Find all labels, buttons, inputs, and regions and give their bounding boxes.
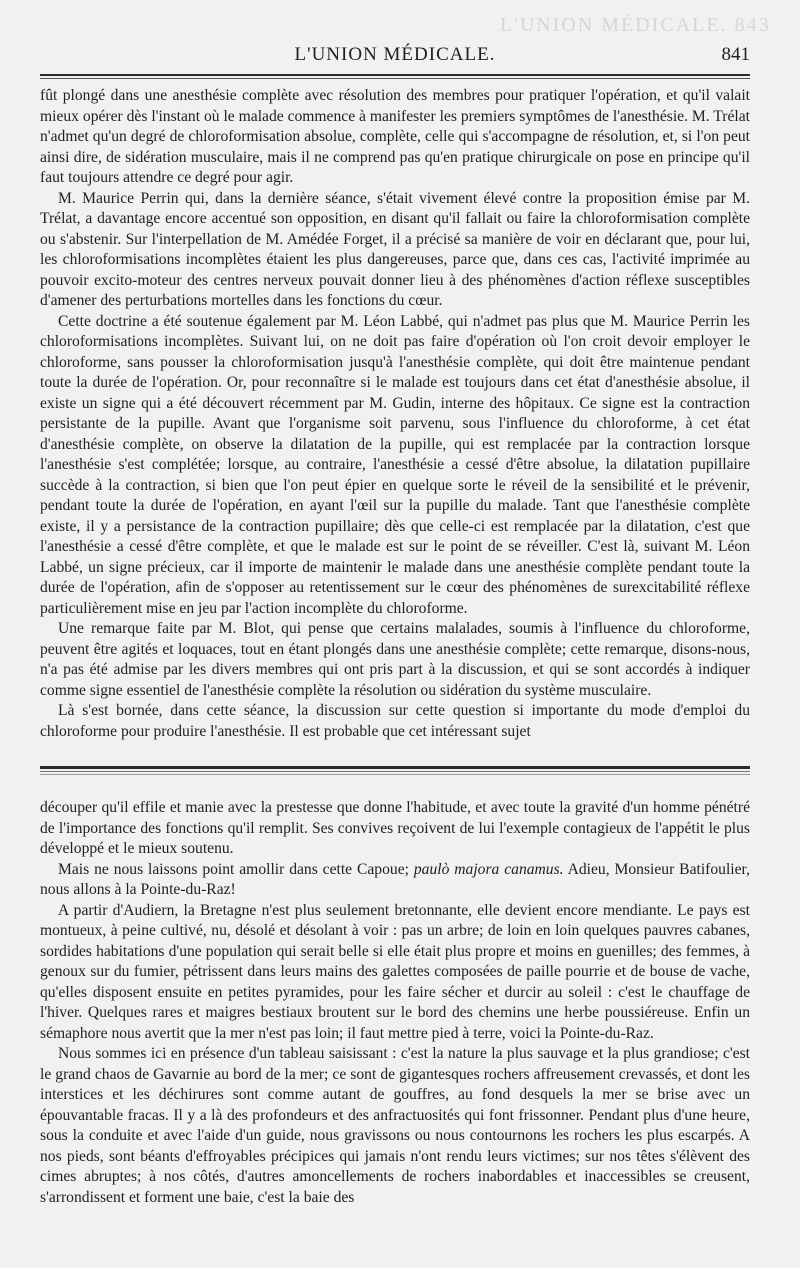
paragraph: découper qu'il effile et manie avec la prestesse que donne l'habitude, et avec toute la gravité d'un homme pénétré de l'importance des fonctions qu'il remplit. Ses convives reçoivent de lui l'exemple contagieux de l'appétit le plus développé et le mieux soutenu. xyxy=(40,799,750,857)
feuilleton-text xyxy=(40,798,750,1208)
bleed-through-header: L'UNION MÉDICALE. 843 xyxy=(500,14,771,36)
paragraph: A partir d'Audiern, la Bretagne n'est plus seulement bretonnante, elle devient encore mendiante. Le pays est montueux, à peine cultivé, nu, désolé et désolant à voir : pas un arbre; de loin en loin quelques pauvres cabanes, sordides habitations d'une population qui serait belle si elle était plus propre et moins en guenilles; des femmes, à genoux sur du fumier, pétrissent dans leurs mains des galettes composées de paille pourrie et de bouse de vache, qu'elles disposent ensuite en petites pyramides, pour les faire sécher et durcir au soleil : c'est le chauffage de l'hiver. Quelques rares et maigres bestiaux broutent sur le bord des chemins une herbe poussiéreuse. Enfin un sémaphore nous avertit que la mer n'est pas loin; il faut mettre pied à terre, voici la Pointe-du-Raz. xyxy=(40,901,750,1042)
paragraph: Une remarque faite par M. Blot, qui pense que certains malalades, soumis à l'influence du chloroforme, peuvent être agités et loquaces, tout en étant plongés dans une anesthésie complète; cette remarque, disons-nous, n'a pas été admise par les divers membres qui ont pris part à la discussion, et qui se sont accordés à indiquer comme signe essentiel de l'anesthésie complète la résolution ou sidération du système musculaire. xyxy=(40,620,750,699)
latin-phrase: paulò majora canamus. xyxy=(413,860,564,878)
paragraph: Nous sommes ici en présence d'un tableau saisissant : c'est la nature la plus sauvage et la plus grandiose; c'est le grand chaos de Gavarnie au bord de la mer; ce sont de gigantesques rochers affreusement crevassés, et dont les interstices et les déchirures sont comme autant de gouffres, au fond desquels la mer se brise avec un épouvantable fracas. Il y a là des profondeurs et des anfractuosités qui font frissonner. Pendant plus d'une heure, sous la conduite et avec l'aide d'un guide, nous gravissons ou nous contournons les rochers les plus escarpés. A nos pieds, sont béants d'effroyables précipices qui jamais n'ont rendu leurs victimes; sur nos têtes s'élèvent des cimes abruptes; à nos côtés, d'autres amoncellements de rochers inabordables et inaccessibles se creusent, s'arrondissent et forment une baie, c'est la baie des xyxy=(40,1045,750,1206)
header-rule-thin xyxy=(40,78,750,79)
feuilleton-divider xyxy=(40,766,750,769)
journal-title: L'UNION MÉDICALE. xyxy=(294,44,496,65)
paragraph: M. Maurice Perrin qui, dans la dernière séance, s'était vivement élevé contre la proposition émise par M. Trélat, a davantage encore accentué son opposition, en disant qu'il fallait ou faire la chloroformisation complète ou s'abstenir. Sur l'interpellation de M. Amédée Forget, il a précisé sa manière de voir en déclarant que, pour lui, les chloroformisations incomplètes étaient les plus dangereuses, parce que, dans ces cas, l'activité imprimée au pouvoir excito-moteur des centres nerveux pouvait donner lieu à des phénomènes d'action réflexe susceptibles d'amener des perturbations mortelles dans les fonctions du cœur. xyxy=(40,189,750,309)
article-upper xyxy=(40,86,750,742)
feuilleton-divider-thin xyxy=(40,771,750,772)
paragraph-capoue xyxy=(40,860,750,901)
feuilleton-divider-thin-2 xyxy=(40,774,750,775)
adieu-text: Adieu, Monsieur Batifoulier, nous allons à la Pointe-du-Raz! xyxy=(40,860,750,898)
paragraph: Cette doctrine a été soutenue également par M. Léon Labbé, qui n'admet pas plus que M. Maurice Perrin les chloroformisations incomplètes. Suivant lui, on ne doit pas faire d'opération où l'on croit devoir employer le chloroforme, sans pousser la chloroformisation jusqu'à l'anesthésie complète, qui doit être maintenue pendant toute la durée de l'opération. Or, pour reconnaître si le malade est toujours dans cet état d'anesthésie absolue, il existe un signe qui a été découvert récemment par M. Gudin, interne des hôpitaux. Ce signe est la contraction persistante de la pupille. Avant que l'organisme soit parvenu, sous l'influence du chloroforme, à cet état d'anesthésie complète, on observe la dilatation de la pupille, qui est remplacée par la contraction lorsque l'anesthésie s'est complétée; lorsque, au contraire, l'anesthésie a cessé d'être absolue, la dilatation pupillaire succède à la contraction, si bien que l'on peut épier en quelque sorte le réveil de la sensibilité et le prévenir, pendant toute la durée de l'opération, en ayant l'œil sur la pupille du malade. Tant que l'anesthésie complète existe, il y a persistance de la contraction pupillaire; dès que celle-ci est remplacée par la dilatation, c'est que l'anesthésie a cessé d'être complète, et que le malade est sur le point de se réveiller. C'est là, suivant M. Léon Labbé, un signe précieux, car il importe de maintenir le malade dans une anesthésie complète pendant toute la durée de l'opération, afin de s'opposer au retentissement sur le cœur des phénomènes de surexcitabilité réflexe particulièrement mise en jeu par l'action incomplète du chloroforme. xyxy=(40,312,750,617)
paragraph: Là s'est bornée, dans cette séance, la discussion sur cette question si importante du mode d'emploi du chloroforme pour produire l'anesthésie. Il est probable que cet intéressant sujet xyxy=(40,702,750,740)
paragraph: fût plongé dans une anesthésie complète avec résolution des membres pour pratiquer l'opération, et qu'il valait mieux opérer dès l'instant où le malade commence à manifester les premiers symptômes de l'anesthésie. M. Trélat n'admet qu'un degré de chloroformisation absolue, complète, celle qui s'accompagne de résolution, et, si l'on peut ainsi dire, de sidération musculaire, mais il ne comprend pas qu'en pratique chirurgicale on pose en principe qu'il faut toujours attendre ce degré pour agir. xyxy=(40,87,750,186)
header-rule xyxy=(40,74,750,76)
running-header xyxy=(40,44,750,72)
capoue-text: Mais ne nous laissons point amollir dans cette Capoue; xyxy=(58,860,409,878)
page-number: 841 xyxy=(721,44,750,65)
